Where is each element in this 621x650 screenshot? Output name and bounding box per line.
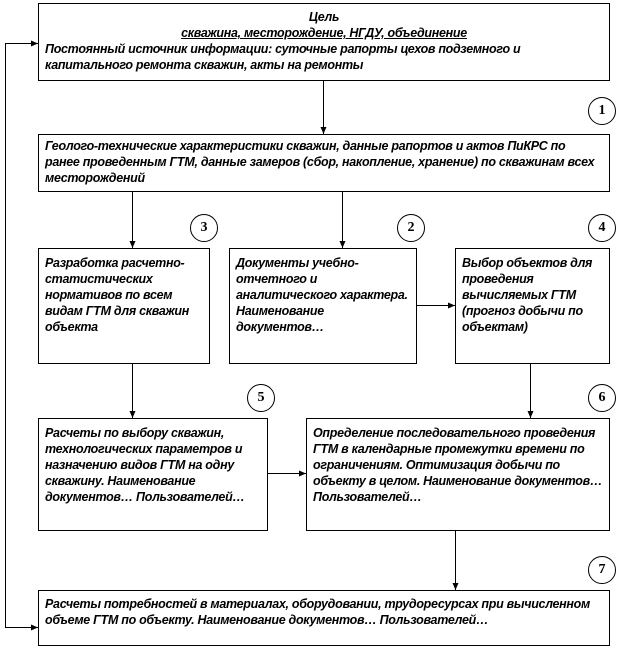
step4-text: Выбор объектов для проведения вычисляемых ГТМ (прогноз добычи по объектам) bbox=[462, 256, 593, 334]
step-number-5: 5 bbox=[247, 384, 275, 412]
step2-text: Документы учебно-отчетного и аналитического характера. Наименование документов… bbox=[236, 256, 408, 334]
step2-box bbox=[229, 248, 417, 364]
step-number-2: 2 bbox=[397, 214, 425, 242]
goal-title: Цель bbox=[308, 10, 340, 24]
feedback-line-left bbox=[6, 44, 39, 628]
step5-text: Расчеты по выбору скважин, технологических параметров и назначению видов ГТМ на одну скважину. Наименование документов… Пользователей… bbox=[45, 426, 245, 504]
step-number-3: 3 bbox=[190, 214, 218, 242]
step7-box bbox=[38, 590, 610, 646]
step-number-1: 1 bbox=[588, 97, 616, 125]
step1-box bbox=[38, 134, 610, 192]
step3-box bbox=[38, 248, 210, 364]
step-number-7: 7 bbox=[588, 556, 616, 584]
step7-text: Расчеты потребностей в материалах, оборудовании, трудоресурсах при вычисленном объеме ГТМ по объекту. Наименование документов… Пользователей… bbox=[45, 597, 590, 627]
step-number-4: 4 bbox=[588, 214, 616, 242]
step6-box bbox=[306, 418, 610, 531]
step5-box bbox=[38, 418, 268, 531]
step6-text: Определение последовательного проведения ГТМ в календарные промежутки времени по ограничениям. Оптимизация добычи по объекту в целом. Наименование документов… Пользователей… bbox=[313, 426, 603, 504]
goal-text: Постоянный источник информации: суточные рапорты цехов подземного и капитального ремонта скважин, акты на ремонты bbox=[45, 42, 521, 72]
step1-text: Геолого-технические характеристики скважин, данные рапортов и актов ПиКРС по ранее проведенным ГТМ, данные замеров (сбор, накопление, хранение) по скважинам всех месторождений bbox=[45, 139, 595, 185]
step4-box bbox=[455, 248, 610, 364]
step3-text: Разработка расчетно-статистических нормативов по всем видам ГТМ для скважин объекта bbox=[45, 256, 189, 334]
step-number-6: 6 bbox=[588, 384, 616, 412]
goal-box bbox=[38, 3, 610, 81]
goal-subtitle: скважина, месторождение, НГДУ, объединение bbox=[181, 26, 467, 40]
